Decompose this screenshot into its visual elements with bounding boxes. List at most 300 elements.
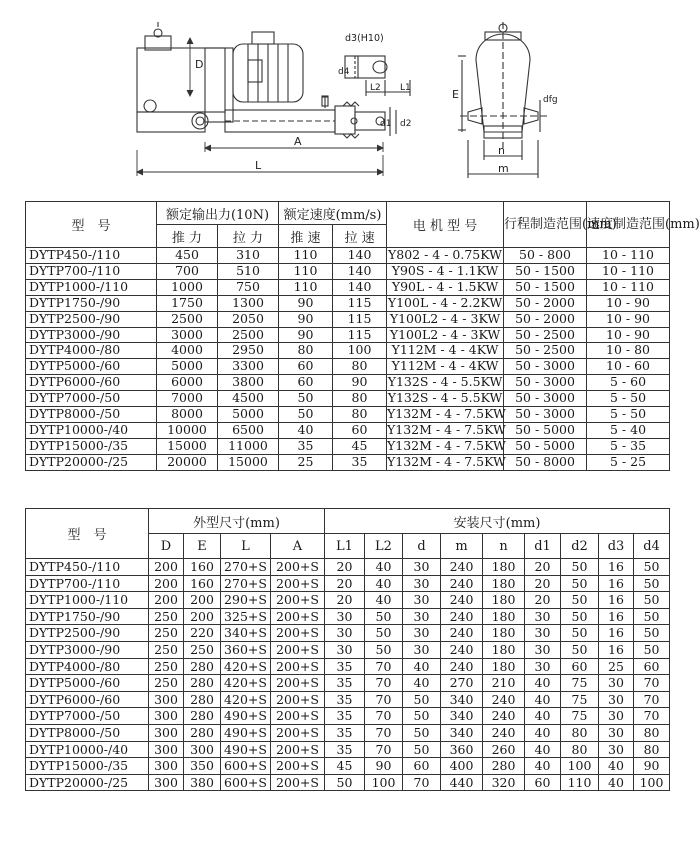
- table-row: [26, 375, 670, 391]
- value-cell: 200: [149, 575, 184, 592]
- value-cell: 5000: [157, 359, 218, 375]
- value-cell: 40: [365, 575, 403, 592]
- model-cell: DYTP7000-/50: [26, 708, 149, 725]
- value-cell: 40: [525, 708, 561, 725]
- value-cell: 70: [365, 708, 403, 725]
- value-cell: 180: [483, 658, 525, 675]
- value-cell: 90: [333, 375, 387, 391]
- value-cell: 240: [441, 608, 483, 625]
- model-cell: DYTP5000-/60: [26, 359, 157, 375]
- value-cell: 5 - 50: [587, 391, 670, 407]
- dim-label-E: E: [452, 88, 459, 101]
- dimensions-table: [25, 508, 670, 791]
- value-cell: 50: [365, 608, 403, 625]
- value-cell: 200+S: [271, 708, 325, 725]
- dim-label-d4: d4: [338, 67, 350, 77]
- value-cell: 60: [403, 758, 441, 775]
- value-cell: 115: [333, 327, 387, 343]
- value-cell: 50: [561, 608, 599, 625]
- performance-table: [25, 201, 700, 471]
- table-row: [26, 625, 670, 642]
- value-cell: 110: [561, 774, 599, 791]
- value-cell: 50: [403, 691, 441, 708]
- value-cell: 35: [325, 658, 365, 675]
- value-cell: 30: [403, 608, 441, 625]
- value-cell: 100: [561, 758, 599, 775]
- table-row: [26, 391, 670, 407]
- value-cell: 50 - 5000: [504, 422, 587, 438]
- value-cell: 16: [599, 641, 634, 658]
- value-cell: 280: [184, 724, 221, 741]
- value-cell: 210: [483, 675, 525, 692]
- table-row: [26, 724, 670, 741]
- value-cell: 400: [441, 758, 483, 775]
- value-cell: 75: [561, 675, 599, 692]
- table-row: [26, 592, 670, 609]
- value-cell: 140: [333, 263, 387, 279]
- value-cell: 310: [218, 248, 279, 264]
- value-cell: 30: [403, 575, 441, 592]
- value-cell: 30: [525, 625, 561, 642]
- model-cell: DYTP2500-/90: [26, 311, 157, 327]
- value-cell: 35: [333, 454, 387, 470]
- model-cell: DYTP3000-/90: [26, 327, 157, 343]
- value-cell: 3300: [218, 359, 279, 375]
- value-cell: 100: [365, 774, 403, 791]
- value-cell: 35: [279, 438, 333, 454]
- model-cell: DYTP5000-/60: [26, 675, 149, 692]
- value-cell: 5 - 25: [587, 454, 670, 470]
- value-cell: 70: [365, 691, 403, 708]
- value-cell: 240: [441, 641, 483, 658]
- value-cell: 700: [157, 263, 218, 279]
- value-cell: Y132M - 4 - 7.5KW: [387, 437, 506, 453]
- value-cell: 490+S: [221, 724, 271, 741]
- value-cell: 50: [279, 391, 333, 407]
- technical-drawing: [0, 0, 700, 195]
- value-cell: 250: [149, 675, 184, 692]
- value-cell: 16: [599, 592, 634, 609]
- table-row: [26, 248, 670, 264]
- value-cell: Y90L - 4 - 1.5KW: [387, 279, 504, 295]
- value-cell: 60: [561, 658, 599, 675]
- value-cell: 50 - 2000: [504, 311, 587, 327]
- header-col-d1: d1: [525, 534, 561, 559]
- dim-label-D: D: [195, 58, 204, 71]
- value-cell: 2050: [218, 311, 279, 327]
- value-cell: 440: [441, 774, 483, 791]
- value-cell: 260: [483, 741, 525, 758]
- value-cell: 280: [184, 691, 221, 708]
- table-row: [26, 559, 670, 576]
- value-cell: 40: [599, 774, 634, 791]
- table-row: [26, 422, 670, 438]
- table-row: [26, 295, 670, 311]
- value-cell: 200+S: [271, 625, 325, 642]
- value-cell: 200+S: [271, 592, 325, 609]
- value-cell: 490+S: [221, 708, 271, 725]
- model-cell: DYTP2500-/90: [26, 625, 149, 642]
- value-cell: Y90S - 4 - 1.1KW: [387, 263, 504, 279]
- value-cell: 200: [184, 608, 221, 625]
- value-cell: 200+S: [271, 758, 325, 775]
- table-row: [26, 327, 670, 343]
- value-cell: 16: [599, 625, 634, 642]
- value-cell: 140: [333, 279, 387, 295]
- value-cell: 90: [279, 327, 333, 343]
- value-cell: 50 - 2000: [504, 295, 587, 311]
- value-cell: 100: [634, 774, 670, 791]
- header-col-d: d: [403, 534, 441, 559]
- header-speed-range: 速度制造范围(mm): [587, 202, 670, 248]
- value-cell: 240: [441, 592, 483, 609]
- value-cell: 80: [561, 724, 599, 741]
- table-row: [26, 575, 670, 592]
- value-cell: 80: [279, 343, 333, 359]
- value-cell: 16: [599, 559, 634, 576]
- table-row: [26, 279, 670, 295]
- value-cell: 200+S: [271, 641, 325, 658]
- table-row: [26, 454, 670, 470]
- value-cell: 220: [184, 625, 221, 642]
- dimensions-table-body: [26, 559, 670, 791]
- value-cell: 40: [525, 758, 561, 775]
- value-cell: 50 - 3000: [504, 359, 587, 375]
- value-cell: 60: [333, 422, 387, 438]
- value-cell: 50: [561, 559, 599, 576]
- value-cell: 40: [525, 724, 561, 741]
- table-row: [26, 774, 670, 791]
- dim-label-A: A: [294, 135, 302, 148]
- value-cell: 30: [325, 625, 365, 642]
- value-cell: 115: [333, 311, 387, 327]
- header-pull-force: 拉 力: [218, 225, 279, 248]
- value-cell: 70: [365, 724, 403, 741]
- value-cell: 200: [149, 592, 184, 609]
- value-cell: 270+S: [221, 559, 271, 576]
- value-cell: 50: [634, 559, 670, 576]
- value-cell: 3000: [157, 327, 218, 343]
- model-cell: DYTP4000-/80: [26, 343, 157, 359]
- value-cell: 4000: [157, 343, 218, 359]
- model-cell: DYTP7000-/50: [26, 391, 157, 407]
- value-cell: 80: [333, 359, 387, 375]
- model-cell: DYTP700-/110: [26, 263, 157, 279]
- value-cell: 20: [325, 559, 365, 576]
- value-cell: 380: [184, 774, 221, 791]
- table-row: [26, 758, 670, 775]
- header-col-a: A: [271, 534, 325, 559]
- value-cell: 50: [365, 641, 403, 658]
- value-cell: 180: [483, 575, 525, 592]
- value-cell: 290+S: [221, 592, 271, 609]
- value-cell: 600+S: [221, 758, 271, 775]
- header-stroke-range: 行程制造范围(mm): [504, 202, 587, 248]
- model-cell: DYTP10000-/40: [26, 422, 157, 438]
- value-cell: Y132S - 4 - 5.5KW: [387, 390, 503, 406]
- value-cell: 90: [365, 758, 403, 775]
- value-cell: 50: [561, 575, 599, 592]
- value-cell: 30: [525, 608, 561, 625]
- value-cell: 110: [279, 263, 333, 279]
- value-cell: 20: [525, 559, 561, 576]
- dim-label-d2: d2: [400, 119, 412, 129]
- value-cell: Y100L2 - 4 - 3KW: [387, 311, 504, 327]
- value-cell: 50 - 1500: [504, 279, 587, 295]
- dim-label-L: L: [255, 159, 262, 172]
- value-cell: 30: [403, 625, 441, 642]
- header-col-l2: L2: [365, 534, 403, 559]
- value-cell: 510: [218, 263, 279, 279]
- value-cell: 30: [525, 641, 561, 658]
- value-cell: 7000: [157, 391, 218, 407]
- value-cell: 4500: [218, 391, 279, 407]
- value-cell: 15000: [157, 438, 218, 454]
- table-row: [26, 359, 670, 375]
- header-col-d4: d4: [634, 534, 670, 559]
- dim-label-d1: d1: [380, 119, 392, 129]
- value-cell: 70: [634, 691, 670, 708]
- model-cell: DYTP700-/110: [26, 575, 149, 592]
- header-col-m: m: [441, 534, 483, 559]
- value-cell: 300: [149, 741, 184, 758]
- value-cell: 5 - 60: [587, 375, 670, 391]
- value-cell: 50 - 2500: [504, 343, 587, 359]
- model-cell: DYTP20000-/25: [26, 454, 157, 470]
- value-cell: 200+S: [271, 724, 325, 741]
- table-row: [26, 263, 670, 279]
- value-cell: 35: [325, 708, 365, 725]
- value-cell: 300: [149, 758, 184, 775]
- value-cell: 30: [325, 608, 365, 625]
- value-cell: 2950: [218, 343, 279, 359]
- model-cell: DYTP1000-/110: [26, 279, 157, 295]
- value-cell: 50 - 3000: [504, 407, 587, 423]
- value-cell: Y132S - 4 - 5.5KW: [387, 374, 503, 390]
- value-cell: Y802 - 4 - 0.75KW: [388, 247, 502, 262]
- value-cell: 420+S: [221, 675, 271, 692]
- value-cell: 40: [525, 691, 561, 708]
- value-cell: 280: [184, 675, 221, 692]
- value-cell: 110: [279, 279, 333, 295]
- value-cell: 160: [184, 559, 221, 576]
- value-cell: 90: [279, 295, 333, 311]
- value-cell: 180: [483, 608, 525, 625]
- model-cell: DYTP6000-/60: [26, 375, 157, 391]
- value-cell: 110: [279, 248, 333, 264]
- dim-label-n: n: [498, 144, 505, 157]
- value-cell: 10 - 90: [587, 295, 670, 311]
- value-cell: 45: [325, 758, 365, 775]
- value-cell: 1000: [157, 279, 218, 295]
- value-cell: 50 - 1500: [504, 263, 587, 279]
- value-cell: 80: [634, 724, 670, 741]
- value-cell: 6000: [157, 375, 218, 391]
- dim-label-L2: L2: [370, 83, 381, 93]
- value-cell: 140: [333, 248, 387, 264]
- table-row: [26, 438, 670, 454]
- header-col-l: L: [221, 534, 271, 559]
- value-cell: 300: [149, 774, 184, 791]
- header-col-d: D: [149, 534, 184, 559]
- value-cell: 70: [365, 741, 403, 758]
- value-cell: 50 - 8000: [504, 454, 587, 470]
- value-cell: 280: [483, 758, 525, 775]
- value-cell: 50 - 800: [504, 248, 587, 264]
- dim-label-L1: L1: [400, 83, 411, 93]
- header-motor: 电 机 型 号: [387, 202, 504, 248]
- value-cell: 60: [279, 359, 333, 375]
- value-cell: 20000: [157, 454, 218, 470]
- header-rated-force: 额定输出力(10N): [157, 202, 279, 225]
- value-cell: 200+S: [271, 559, 325, 576]
- value-cell: 240: [441, 625, 483, 642]
- value-cell: 35: [325, 691, 365, 708]
- value-cell: 180: [483, 592, 525, 609]
- value-cell: 270+S: [221, 575, 271, 592]
- value-cell: 450: [157, 248, 218, 264]
- value-cell: 50: [634, 641, 670, 658]
- value-cell: Y132M - 4 - 7.5KW: [387, 406, 506, 422]
- value-cell: 200+S: [271, 774, 325, 791]
- value-cell: 16: [599, 575, 634, 592]
- value-cell: 50: [561, 592, 599, 609]
- header-push-speed: 推 速: [279, 225, 333, 248]
- value-cell: 40: [403, 675, 441, 692]
- value-cell: 70: [365, 675, 403, 692]
- table-row: [26, 675, 670, 692]
- model-cell: DYTP1000-/110: [26, 592, 149, 609]
- value-cell: 10 - 110: [587, 248, 670, 264]
- value-cell: 40: [525, 675, 561, 692]
- value-cell: 80: [333, 391, 387, 407]
- dimension-lines: [137, 38, 383, 176]
- value-cell: 300: [149, 708, 184, 725]
- value-cell: 5 - 50: [587, 407, 670, 423]
- value-cell: 70: [403, 774, 441, 791]
- value-cell: 240: [483, 691, 525, 708]
- value-cell: 35: [325, 675, 365, 692]
- value-cell: 50: [279, 407, 333, 423]
- value-cell: 350: [184, 758, 221, 775]
- value-cell: 180: [483, 641, 525, 658]
- model-cell: DYTP1750-/90: [26, 608, 149, 625]
- value-cell: 240: [483, 708, 525, 725]
- value-cell: 50: [403, 724, 441, 741]
- header-install-dimensions: 安装尺寸(mm): [325, 509, 670, 534]
- value-cell: 240: [441, 658, 483, 675]
- value-cell: 420+S: [221, 691, 271, 708]
- value-cell: 50: [365, 625, 403, 642]
- value-cell: 490+S: [221, 741, 271, 758]
- header-push-force: 推 力: [157, 225, 218, 248]
- table-row: [26, 641, 670, 658]
- value-cell: 40: [403, 658, 441, 675]
- value-cell: 115: [333, 295, 387, 311]
- value-cell: 30: [599, 691, 634, 708]
- header-col-d3: d3: [599, 534, 634, 559]
- model-cell: DYTP15000-/35: [26, 758, 149, 775]
- value-cell: 5000: [218, 407, 279, 423]
- value-cell: 250: [149, 641, 184, 658]
- value-cell: 325+S: [221, 608, 271, 625]
- value-cell: 11000: [218, 438, 279, 454]
- value-cell: 30: [599, 675, 634, 692]
- value-cell: 50 - 5000: [504, 438, 587, 454]
- value-cell: 5 - 40: [587, 422, 670, 438]
- value-cell: 16: [599, 608, 634, 625]
- value-cell: 45: [333, 438, 387, 454]
- value-cell: 250: [149, 608, 184, 625]
- value-cell: 270: [441, 675, 483, 692]
- value-cell: 90: [279, 311, 333, 327]
- value-cell: 50: [403, 708, 441, 725]
- value-cell: 80: [561, 741, 599, 758]
- value-cell: 250: [149, 625, 184, 642]
- value-cell: 50: [561, 625, 599, 642]
- value-cell: 280: [184, 708, 221, 725]
- value-cell: 250: [184, 641, 221, 658]
- value-cell: 2500: [157, 311, 218, 327]
- value-cell: 50: [325, 774, 365, 791]
- value-cell: 240: [441, 559, 483, 576]
- value-cell: 50 - 3000: [504, 391, 587, 407]
- value-cell: 20: [525, 575, 561, 592]
- value-cell: 30: [403, 559, 441, 576]
- value-cell: 80: [634, 741, 670, 758]
- value-cell: 20: [525, 592, 561, 609]
- value-cell: 240: [441, 575, 483, 592]
- table-row: [26, 608, 670, 625]
- value-cell: 25: [279, 454, 333, 470]
- value-cell: 75: [561, 708, 599, 725]
- header-model: 型 号: [26, 202, 157, 248]
- header-rated-speed: 额定速度(mm/s): [279, 202, 387, 225]
- value-cell: 600+S: [221, 774, 271, 791]
- table-row: [26, 691, 670, 708]
- value-cell: Y132M - 4 - 7.5KW: [387, 453, 506, 469]
- value-cell: 50: [634, 625, 670, 642]
- value-cell: 360: [441, 741, 483, 758]
- table-row: [26, 311, 670, 327]
- value-cell: 30: [403, 641, 441, 658]
- value-cell: 180: [483, 625, 525, 642]
- value-cell: 80: [333, 407, 387, 423]
- value-cell: 40: [279, 422, 333, 438]
- value-cell: 200+S: [271, 675, 325, 692]
- header-outer-dimensions: 外型尺寸(mm): [149, 509, 325, 534]
- value-cell: 70: [365, 658, 403, 675]
- model-cell: DYTP4000-/80: [26, 658, 149, 675]
- value-cell: 30: [599, 741, 634, 758]
- value-cell: 10000: [157, 422, 218, 438]
- value-cell: 180: [483, 559, 525, 576]
- header-model: 型 号: [26, 509, 149, 559]
- value-cell: 340: [441, 708, 483, 725]
- value-cell: 90: [634, 758, 670, 775]
- value-cell: 50: [403, 741, 441, 758]
- value-cell: 50: [634, 575, 670, 592]
- value-cell: 60: [279, 375, 333, 391]
- value-cell: Y112M - 4 - 4KW: [387, 343, 504, 359]
- value-cell: Y132M - 4 - 7.5KW: [387, 421, 506, 437]
- value-cell: 10 - 90: [587, 311, 670, 327]
- table-row: [26, 343, 670, 359]
- value-cell: 15000: [218, 454, 279, 470]
- value-cell: Y100L2 - 4 - 3KW: [387, 327, 504, 343]
- model-cell: DYTP20000-/25: [26, 774, 149, 791]
- model-cell: DYTP450-/110: [26, 248, 157, 264]
